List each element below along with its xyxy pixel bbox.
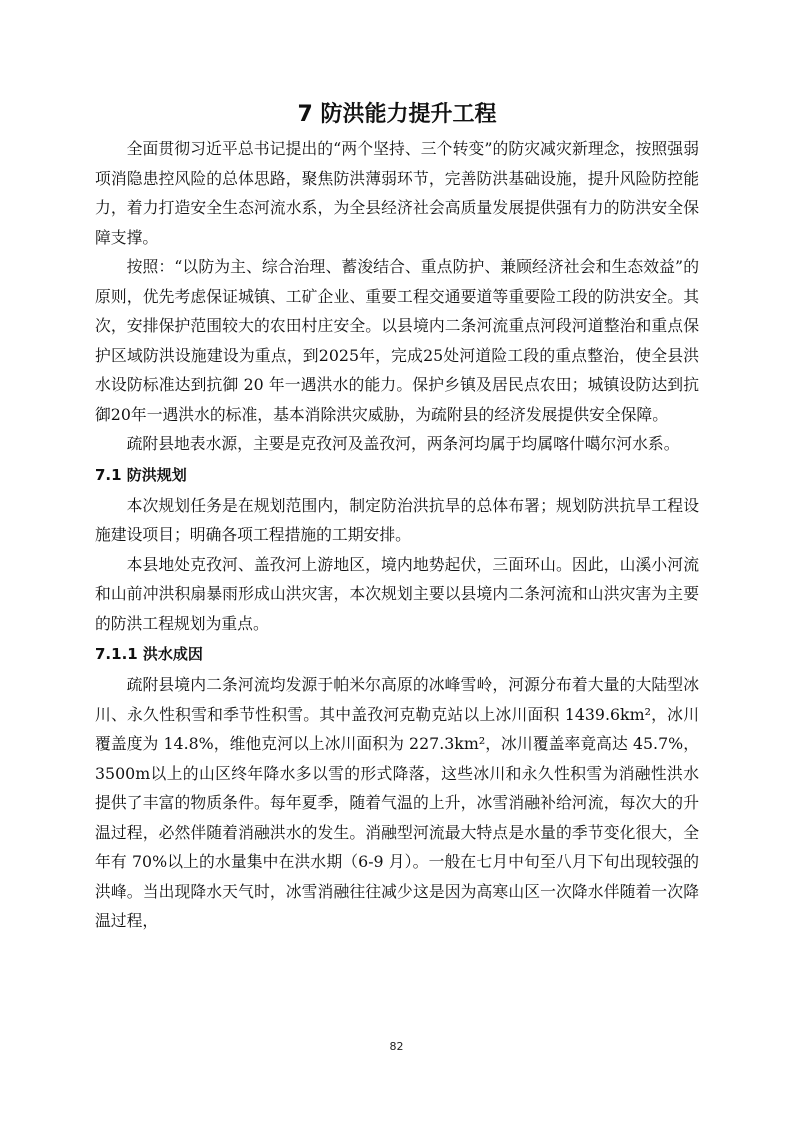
section-heading-7-1: 7.1 防洪规划 [95, 465, 187, 484]
intro-paragraph-2: 按照：“以防为主、综合治理、蓄浚结合、重点防护、兼顾经济社会和生态效益”的原则，优先考虑保证城镇、工矿企业、重要工程交通要道等重要险工段的防洪安全。其次，安排保护范围较大的农田村庄安全。以县境内二条河流重点河段河道整治和重点保护区域防洪设施建设为重点，到2025年，完成25处河道险工段的重点整治，使全县洪水设防标准达到抗御 20 年一遇洪水的能力。保护乡镇及居民点农田；城镇设防达到抗御20年一遇洪水的标准，基本消除洪灾威胁，为疏附县的经济发展提供安全保障。 [95, 257, 699, 424]
intro-paragraph-1: 全面贯彻习近平总书记提出的“两个坚持、三个转变”的防灾减灾新理念，按照强弱项消隐患控风险的总体思路，聚焦防洪薄弱环节，完善防洪基础设施，提升风险防控能力，着力打造安全生态河流水系，为全县经济社会高质量发展提供强有力的防洪安全保障支撑。 [95, 139, 699, 247]
page-number: 82 [389, 1040, 404, 1053]
section-7-1-paragraph-2: 本县地处克孜河、盖孜河上游地区，境内地势起伏，三面环山。因此，山溪小河流和山前冲洪积扇暴雨形成山洪灾害，本次规划主要以县境内二条河流和山洪灾害为主要的防洪工程规划为重点。 [95, 554, 699, 633]
chapter-title: 7 防洪能力提升工程 [297, 102, 497, 127]
section-7-1-paragraph-1: 本次规划任务是在规划范围内，制定防治洪抗旱的总体布署；规划防洪抗旱工程设施建设项目；明确各项工程措施的工期安排。 [95, 495, 699, 544]
section-7-1-1-paragraph-1: 疏附县境内二条河流均发源于帕米尔高原的冰峰雪岭，河源分布着大量的大陆型冰川、永久性积雪和季节性积雪。其中盖孜河克勒克站以上冰川面积 1439.6km²，冰川覆盖度为 14.8%，维他克河以上冰川面积为 227.3km²，冰川覆盖率竟高达 45.7%，3500m以上的山区终年降水多以雪的形式降落，这些冰川和永久性积雪为消融性洪水提供了丰富的物质条件。每年夏季，随着气温的上升，冰雪消融补给河流，每次大的升温过程，必然伴随着消融洪水的发生。消融型河流最大特点是水量的季节变化很大，全年有 70%以上的水量集中在洪水期（6-9 月）。一般在七月中旬至八月下旬出现较强的洪峰。当出现降水天气时，冰雪消融往往减少这是因为高寒山区一次降水伴随着一次降温过程， [95, 675, 699, 930]
section-heading-7-1-1: 7.1.1 洪水成因 [95, 645, 203, 663]
document-page [95, 100, 699, 936]
intro-paragraph-3: 疏附县地表水源，主要是克孜河及盖孜河，两条河均属于均属喀什噶尔河水系。 [126, 434, 680, 453]
